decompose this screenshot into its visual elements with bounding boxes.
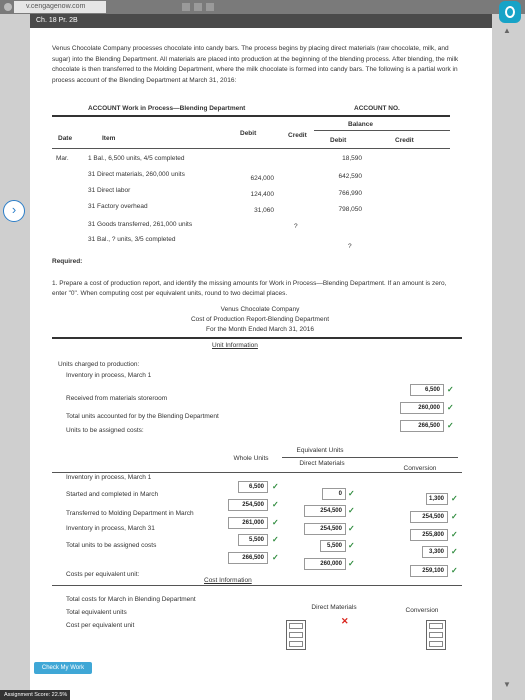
check-icon: ✓	[348, 506, 355, 515]
conversion-input[interactable]: 259,100	[410, 565, 448, 577]
check-icon: ✓	[272, 535, 279, 544]
check-icon: ✓	[272, 482, 279, 491]
check-icon: ✓	[272, 553, 279, 562]
account-title: ACCOUNT Work in Process—Blending Department	[88, 105, 246, 112]
report-rule	[282, 457, 458, 458]
cost-per-unit-label: Costs per equivalent unit:	[66, 571, 140, 578]
total-accounted-label: Total units accounted for by the Blending Department	[66, 413, 219, 420]
cost-per-equivalent-unit-label: Cost per equivalent unit	[66, 622, 135, 629]
check-icon: ✓	[447, 421, 454, 430]
direct-materials-input[interactable]: 0	[322, 488, 346, 500]
browser-dot-icon	[4, 3, 12, 11]
item-header: Item	[102, 135, 116, 142]
check-icon: ✓	[348, 489, 355, 498]
ledger-rule	[52, 115, 450, 117]
check-my-work-button[interactable]: Check My Work	[34, 662, 92, 674]
credit-header: Credit	[288, 132, 307, 139]
direct-materials-input[interactable]: 254,500	[304, 523, 346, 535]
check-icon: ✓	[348, 541, 355, 550]
direct-materials-header: Direct Materials	[299, 460, 345, 467]
window-title: Ch. 18 Pr. 2B	[30, 14, 492, 28]
problem-page: Ch. 18 Pr. 2B Venus Chocolate Company processes chocolate into candy bars. The process begins by placing direct materials (raw chocolate, milk, and sugar) into the Blending Department. All materials are placed into production at the beginning of the blending process. After blending, the milk chocolate is then transferred to the Molding Department, where the milk chocolate is formed into candy bars. The following is a partial work in process account of the Blending Department at March 31, 2016: ACCOUNT Work in Process—Blending Department ACCOUNT NO. Balance Date Item Debit Credit Debit Credit Mar. 1 Bal., 6,500 units, 4/5 completed 18,590 31 Direct materials, 260,000 units 624,000 642,590 31 Direct labor 124,400 766,990 31 Factory overhead 31,060 798,050 31 Goods transferred, 261,000 units ? 31 Bal., ? units, 3/5 completed ? Required: 1. Prepare a cost of production report, and identify the missing amounts for Work in Process—Blending Department. If an amount is zero, enter "0". When computing cost per equivalent units, round to two decimal places. Venus Chocolate Company Cost of Production Report-Blending Department For the Month Ended March 31, 2016 Unit Information Units charged to production: Inventory in process, March 1 6,500 ✓ Received from materials storeroom 260,000 ✓ Total units accounted for by the Blending Department 266,500 ✓ Units to be assigned costs: Equivalent Units Whole Units Direct Materials Conversion Inventory in process, March 1 6,500 ✓ 0 ✓ 1,300 ✓ Started and completed in March 254,500 ✓ 254,500 ✓ 254,500 ✓ Transferred to Molding Department in March 261,000 ✓ 254,500 ✓ 255,800 ✓ Inventory in process, March 31 5,500 ✓ 5,500 ✓ 3,300 ✓ Total units to be assigned costs 266,500 ✓ 260,000 ✓ 259,100 ✓ Costs per equivalent unit: Cost Information Total costs for March in Blending Department Total equivalent units Cost per equivalent unit Direct Materials Conversion ✕ Check My Work	[30, 14, 492, 700]
inventory-march1-label: Inventory in process, March 1	[66, 372, 152, 379]
scroll-down-icon[interactable]: ▼	[503, 680, 511, 689]
units-charged-label: Units charged to production:	[58, 361, 140, 368]
inventory-march1-input[interactable]: 6,500	[410, 384, 444, 396]
cost-information-link[interactable]: Cost Information	[204, 577, 252, 584]
whole-units-input[interactable]: 254,500	[228, 499, 268, 511]
check-icon: ✓	[451, 566, 458, 575]
window-square-icon	[182, 3, 190, 11]
whole-units-input[interactable]: 6,500	[238, 481, 268, 493]
check-icon: ✓	[272, 518, 279, 527]
received-storeroom-input[interactable]: 260,000	[400, 402, 444, 414]
conversion-cost-inputs[interactable]	[426, 620, 446, 650]
direct-materials-cost-inputs[interactable]	[286, 620, 306, 650]
check-icon: ✓	[447, 403, 454, 412]
check-icon: ✓	[451, 512, 458, 521]
equivalent-units-header: Equivalent Units	[296, 447, 344, 454]
window-square-icon	[194, 3, 202, 11]
total-equivalent-units-label: Total equivalent units	[66, 609, 127, 616]
ledger-rule	[52, 148, 450, 149]
scroll-up-icon[interactable]: ▲	[503, 26, 511, 35]
account-number-label: ACCOUNT NO.	[354, 105, 400, 112]
debit-header: Debit	[240, 130, 257, 137]
total-costs-march-label: Total costs for March in Blending Department	[66, 596, 196, 603]
required-text: 1. Prepare a cost of production report, and identify the missing amounts for Work in Process—Blending Department. If an amount is zero, enter "0". When computing cost per equivalent units, round to two decimal places.	[52, 280, 447, 297]
report-company: Venus Chocolate Company	[220, 306, 300, 313]
check-icon: ✓	[451, 547, 458, 556]
ledger-rule	[314, 130, 450, 131]
chevron-right-icon[interactable]: ›	[3, 200, 25, 222]
conversion-input[interactable]: 255,800	[410, 529, 448, 541]
date-header: Date	[58, 135, 73, 142]
whole-units-input[interactable]: 266,500	[228, 552, 268, 564]
x-icon: ✕	[341, 616, 349, 626]
app-launcher-icon[interactable]	[499, 1, 521, 23]
report-rule	[52, 585, 462, 586]
received-storeroom-label: Received from materials storeroom	[66, 395, 168, 402]
unit-information-link[interactable]: Unit Information	[212, 342, 258, 349]
total-accounted-input[interactable]: 266,500	[400, 420, 444, 432]
conversion-input[interactable]: 254,500	[410, 511, 448, 523]
report-title: Cost of Production Report-Blending Department	[190, 316, 330, 323]
check-icon: ✓	[348, 524, 355, 533]
balance-header: Balance	[348, 121, 373, 128]
whole-units-header: Whole Units	[233, 455, 269, 462]
conversion-input[interactable]: 3,300	[422, 546, 448, 558]
problem-text: Venus Chocolate Company processes chocolate into candy bars. The process begins by placing direct materials (raw chocolate, milk, and sugar) into the Blending Department. All materials are placed into production at the beginning of the blending process. After blending, the milk chocolate is then transferred to the Molding Department, where the milk chocolate is formed into candy bars. The following is a partial work in process account of the Blending Department at March 31, 2016:	[52, 45, 459, 84]
whole-units-input[interactable]: 5,500	[238, 534, 268, 546]
conversion-header: Conversion	[403, 465, 437, 472]
direct-materials-input[interactable]: 5,500	[320, 540, 346, 552]
report-rule	[52, 472, 462, 473]
direct-materials-input[interactable]: 260,000	[304, 558, 346, 570]
check-icon: ✓	[451, 494, 458, 503]
conversion-input[interactable]: 1,300	[426, 493, 448, 505]
check-icon: ✓	[447, 385, 454, 394]
window-square-icon	[206, 3, 214, 11]
direct-materials-input[interactable]: 254,500	[304, 505, 346, 517]
conversion-header-2: Conversion	[405, 607, 439, 614]
whole-units-input[interactable]: 261,000	[228, 517, 268, 529]
report-rule	[52, 337, 462, 339]
balance-debit-header: Debit	[330, 137, 347, 144]
check-icon: ✓	[272, 500, 279, 509]
direct-materials-header-2: Direct Materials	[311, 604, 357, 611]
check-icon: ✓	[348, 559, 355, 568]
required-label: Required:	[52, 258, 83, 265]
to-be-assigned-label: Units to be assigned costs:	[66, 427, 144, 434]
balance-credit-header: Credit	[395, 137, 414, 144]
browser-tab[interactable]: v.cengagenow.com	[14, 1, 106, 13]
browser-tab-bar	[0, 0, 525, 14]
check-icon: ✓	[451, 530, 458, 539]
report-period: For the Month Ended March 31, 2016	[205, 326, 315, 333]
assignment-score: Assignment Score: 22.5%	[0, 690, 70, 700]
